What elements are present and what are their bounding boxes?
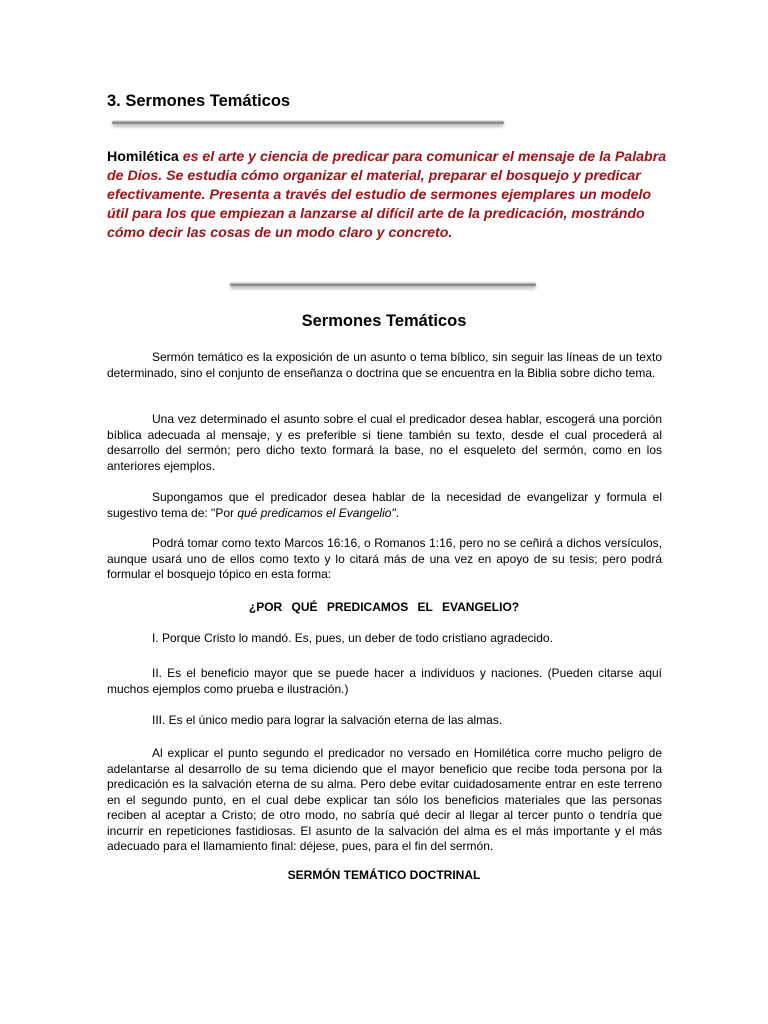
outline-point: III. Es el único medio para lograr la salvación eterna de las almas. xyxy=(152,713,503,727)
outline-title: ¿POR QUÉ PREDICAMOS EL EVANGELIO? xyxy=(248,600,520,614)
paragraph-text: . xyxy=(395,505,400,520)
paragraph-text: Supongamos que el predicador desea hablar de la necesidad de evangelizar y formula el sugestivo tema de: "Por xyxy=(107,490,662,520)
body-paragraph: Podrá tomar como texto Marcos 16:16, o Romanos 1:16, pero no se ceñirá a dichos versículos, aunque usará uno de ellos como texto y lo citará más de una vez en apoyo de su tesis; pero podrá formular el bosquejo tópico en esta forma: xyxy=(107,536,662,581)
horizontal-divider xyxy=(112,120,504,125)
intro-paragraph xyxy=(107,148,667,243)
intro-definition: es el arte y ciencia de predicar para comunicar el mensaje de la Palabra de Dios. Se estudia cómo organizar el material, preparar el bosquejo y predicar efectivamente. Presenta a través del estudio de sermones ejemplares un modelo útil para los que empiezan a lanzarse al difícil arte de la predicación, mostrándo cómo decir las cosas de un modo claro y concreto. xyxy=(107,149,667,241)
paragraph-italic-text: qué predicamos el Evangelio" xyxy=(237,505,396,520)
body-paragraph xyxy=(107,490,662,521)
horizontal-divider xyxy=(230,282,536,287)
body-paragraph: Una vez determinado el asunto sobre el cual el predicador desea hablar, escogerá una porción bíblica adecuada al mensaje, y es preferible si tiene también su texto, desde el cual procederá al desarrollo del sermón; pero dicho texto formará la base, no el esqueleto del sermón, como en los anteriores ejemplos. xyxy=(107,412,662,473)
outline-point: I. Porque Cristo lo mandó. Es, pues, un deber de todo cristiano agradecido. xyxy=(152,631,553,645)
body-paragraph: Al explicar el punto segundo el predicador no versado en Homilética corre mucho peligro de adelantarse al desarrollo de su tema diciendo que el mayor beneficio que recibe toda persona por la predicación es la salvación eterna de su alma. Pero debe evitar cuidadosamente entrar en este terreno en el segundo punto, en el cual debe explicar tan sólo los beneficios materiales que las personas reciben al aceptar a Cristo; de otro modo, no sabría qué decir al llegar al tercer punto o tendría que incurrir en repeticiones fastidiosas. El asunto de la salvación del alma es el más importante y el más adecuado para el llamamiento final: déjese, pues, para el fin del sermón. xyxy=(107,746,662,853)
section-heading: SERMÓN TEMÁTICO DOCTRINAL xyxy=(287,868,481,882)
body-paragraph: Sermón temático es la exposición de un asunto o tema bíblico, sin seguir las líneas de un texto determinado, sino el conjunto de enseñanza o doctrina que se encuentra en la Biblia sobre dicho tema. xyxy=(107,350,662,380)
intro-term: Homilética xyxy=(107,149,179,165)
outline-point: II. Es el beneficio mayor que se puede hacer a individuos y naciones. (Pueden citarse aquí muchos ejemplos como prueba e ilustración.) xyxy=(107,666,662,696)
section-title: Sermones Temáticos xyxy=(301,312,467,330)
chapter-heading: 3. Sermones Temáticos xyxy=(107,92,291,110)
